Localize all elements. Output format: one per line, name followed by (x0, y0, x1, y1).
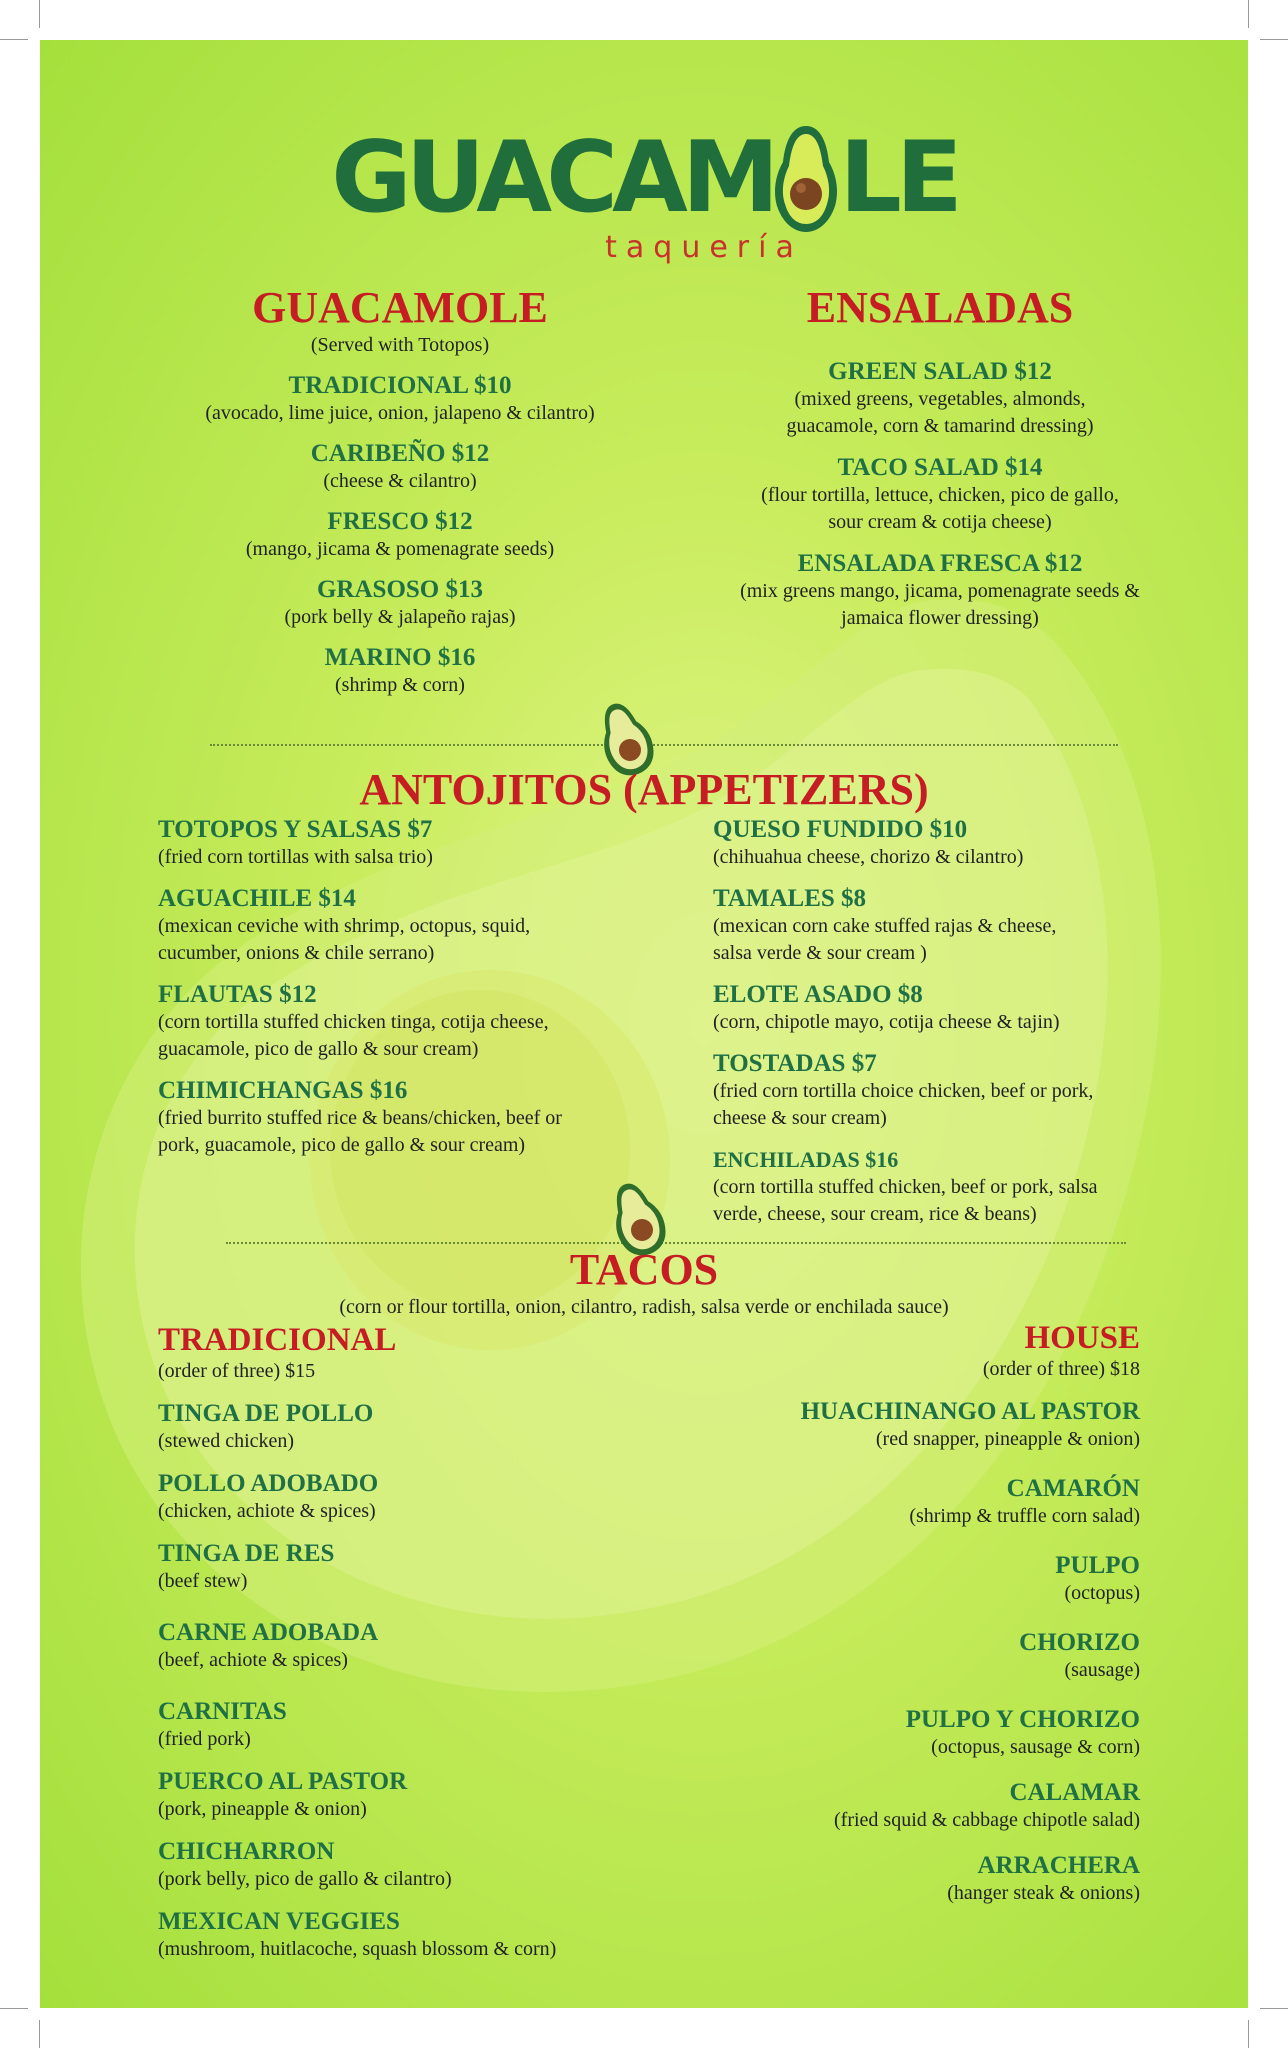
menu-item-desc: pork, guacamole, pico de gallo & sour cream) (158, 1134, 526, 1156)
menu-item-desc: (beef, achiote & spices) (158, 1649, 348, 1671)
menu-item-name: ELOTE ASADO $8 (713, 981, 923, 1008)
menu-item-name: TINGA DE POLLO (158, 1400, 374, 1427)
menu-item-name: GREEN SALAD $12 (828, 358, 1052, 385)
crop-mark (1248, 0, 1249, 28)
menu-item-name: GRASOSO $13 (316, 576, 483, 603)
menu-item-name: MEXICAN VEGGIES (158, 1908, 400, 1935)
menu-item-desc: (octopus, sausage & corn) (931, 1736, 1140, 1758)
menu-item-name: CHICHARRON (158, 1838, 335, 1865)
menu-item-name: TRADICIONAL $10 (288, 372, 512, 399)
crop-mark (1260, 2008, 1288, 2009)
menu-item-desc: (pork belly & jalapeño rajas) (284, 606, 516, 628)
menu-item-desc: (mango, jicama & pomenagrate seeds) (245, 538, 555, 560)
menu-item-desc: (octopus) (1064, 1582, 1140, 1604)
tacos-house-title: HOUSE (1024, 1320, 1140, 1356)
menu-item-name: HUACHINANGO AL PASTOR (800, 1398, 1140, 1425)
ensaladas-section (660, 284, 1220, 632)
crop-mark (1248, 2020, 1249, 2048)
menu-item-desc: (stewed chicken) (158, 1430, 295, 1452)
menu-item-desc: (avocado, lime juice, onion, jalapeno & cilantro) (205, 402, 595, 424)
tacos-house-column (600, 1320, 1140, 1907)
menu-item-desc: (red snapper, pineapple & onion) (875, 1428, 1140, 1450)
menu-item-name: QUESO FUNDIDO $10 (713, 816, 968, 843)
menu-item-desc: (shrimp & truffle corn salad) (909, 1505, 1140, 1527)
tacos-house-price: (order of three) $18 (982, 1358, 1140, 1380)
menu-item-name: MARINO $16 (324, 644, 476, 671)
menu-item-desc: (chicken, achiote & spices) (158, 1500, 376, 1522)
menu-item-desc: (beef stew) (158, 1570, 248, 1592)
menu-item-name: PUERCO AL PASTOR (158, 1768, 408, 1795)
crop-mark (0, 2008, 28, 2009)
guacamole-section (140, 284, 660, 699)
menu-item-desc: (pork, pineapple & onion) (158, 1798, 367, 1820)
antojitos-title: ANTOJITOS (APPETIZERS) (359, 765, 929, 814)
menu-item-desc: (flour tortilla, lettuce, chicken, pico de gallo, (761, 484, 1119, 506)
menu-item-desc: (fried corn tortillas with salsa trio) (158, 846, 433, 868)
logo-text-left: GUACAM (331, 121, 774, 235)
menu-item-name: CHIMICHANGAS $16 (158, 1077, 408, 1104)
menu-item-desc: (cheese & cilantro) (323, 470, 477, 492)
menu-item-desc: guacamole, corn & tamarind dressing) (786, 415, 1094, 437)
tacos-note: (corn or flour tortilla, onion, cilantro, radish, salsa verde or enchilada sauce) (339, 1296, 949, 1318)
menu-item-desc: (mexican corn cake stuffed rajas & cheese, (713, 915, 1057, 937)
menu-item-desc: (fried corn tortilla choice chicken, beef or pork, (713, 1080, 1094, 1102)
menu-item-name: ENCHILADAS $16 (713, 1147, 899, 1172)
menu-page (40, 40, 1248, 2008)
menu-item-name: PULPO Y CHORIZO (905, 1706, 1140, 1733)
menu-item-desc: sour cream & cotija cheese) (828, 511, 1052, 533)
tacos-title-block (40, 1246, 1248, 1320)
antojitos-right-column (713, 816, 1233, 1228)
logo-text-right: LE (839, 121, 957, 235)
menu-item-desc: guacamole, pico de gallo & sour cream) (158, 1038, 479, 1060)
menu-item-desc: (sausage) (1064, 1659, 1140, 1681)
menu-item-desc: (mix greens mango, jicama, pomenagrate seeds & (740, 580, 1140, 602)
menu-item-name: ENSALADA FRESCA $12 (797, 550, 1083, 577)
menu-item-desc: (mushroom, huitlacoche, squash blossom & corn) (158, 1938, 557, 1960)
crop-mark (39, 2020, 40, 2048)
menu-item-desc: (fried squid & cabbage chipotle salad) (834, 1809, 1140, 1831)
menu-item-desc: (mexican ceviche with shrimp, octopus, squid, (158, 915, 531, 937)
menu-item-name: TACO SALAD $14 (837, 454, 1043, 481)
crop-mark (0, 39, 28, 40)
section-divider (226, 1242, 1126, 1244)
menu-item-name: PULPO (1055, 1552, 1140, 1579)
menu-item-name: CARNE ADOBADA (158, 1619, 379, 1646)
menu-item-desc: verde, cheese, sour cream, rice & beans) (713, 1203, 1037, 1225)
menu-item-desc: (chihuahua cheese, chorizo & cilantro) (713, 846, 1024, 868)
menu-item-desc: (corn, chipotle mayo, cotija cheese & tajin) (713, 1011, 1060, 1033)
crop-mark (39, 0, 40, 28)
menu-item-name: AGUACHILE $14 (158, 885, 356, 912)
menu-item-desc: (hanger steak & onions) (947, 1882, 1140, 1904)
tacos-title: TACOS (569, 1245, 719, 1294)
logo-wordmark (331, 122, 957, 234)
guacamole-title: GUACAMOLE (252, 283, 548, 332)
menu-item-name: TOSTADAS $7 (713, 1050, 877, 1077)
antojitos-title-block (40, 766, 1248, 814)
menu-item-desc: (fried burrito stuffed rice & beans/chicken, beef or (158, 1107, 562, 1129)
menu-item-name: CAMARÓN (1006, 1475, 1140, 1502)
menu-item-desc: (pork belly, pico de gallo & cilantro) (158, 1868, 452, 1890)
menu-item-desc: cheese & sour cream) (713, 1107, 887, 1129)
ensaladas-title: ENSALADAS (806, 283, 1074, 332)
menu-item-desc: (fried pork) (158, 1728, 251, 1750)
menu-item-name: FLAUTAS $12 (158, 981, 317, 1008)
menu-item-name: TOTOPOS Y SALSAS $7 (158, 816, 433, 843)
tacos-tradicional-title: TRADICIONAL (158, 1322, 397, 1358)
menu-item-desc: (corn tortilla stuffed chicken, beef or pork, salsa (713, 1176, 1098, 1198)
menu-item-name: TINGA DE RES (158, 1540, 335, 1567)
menu-item-name: CARIBEÑO $12 (310, 440, 490, 467)
menu-item-name: CALAMAR (1009, 1779, 1140, 1806)
menu-item-name: TAMALES $8 (713, 885, 867, 912)
menu-item-name: POLLO ADOBADO (158, 1470, 379, 1497)
antojitos-left-column (158, 816, 678, 1159)
menu-item-desc: cucumber, onions & chile serrano) (158, 942, 435, 964)
crop-mark (1260, 39, 1288, 40)
guacamole-note: (Served with Totopos) (310, 334, 490, 356)
menu-item-name: CHORIZO (1019, 1629, 1140, 1656)
menu-item-name: ARRACHERA (977, 1852, 1140, 1879)
section-divider (210, 744, 1118, 746)
menu-item-desc: (corn tortilla stuffed chicken tinga, cotija cheese, (158, 1011, 549, 1033)
menu-item-desc: jamaica flower dressing) (841, 607, 1039, 629)
tacos-tradicional-price: (order of three) $15 (158, 1360, 316, 1382)
menu-item-name: CARNITAS (158, 1698, 287, 1725)
avocado-logo-icon (771, 122, 841, 234)
menu-item-desc: salsa verde & sour cream ) (713, 942, 927, 964)
menu-item-desc: (shrimp & corn) (335, 674, 465, 696)
menu-item-name: FRESCO $12 (327, 508, 473, 535)
logo-subtitle: taquería (605, 230, 803, 265)
logo (40, 122, 1248, 265)
menu-item-desc: (mixed greens, vegetables, almonds, (794, 388, 1086, 410)
